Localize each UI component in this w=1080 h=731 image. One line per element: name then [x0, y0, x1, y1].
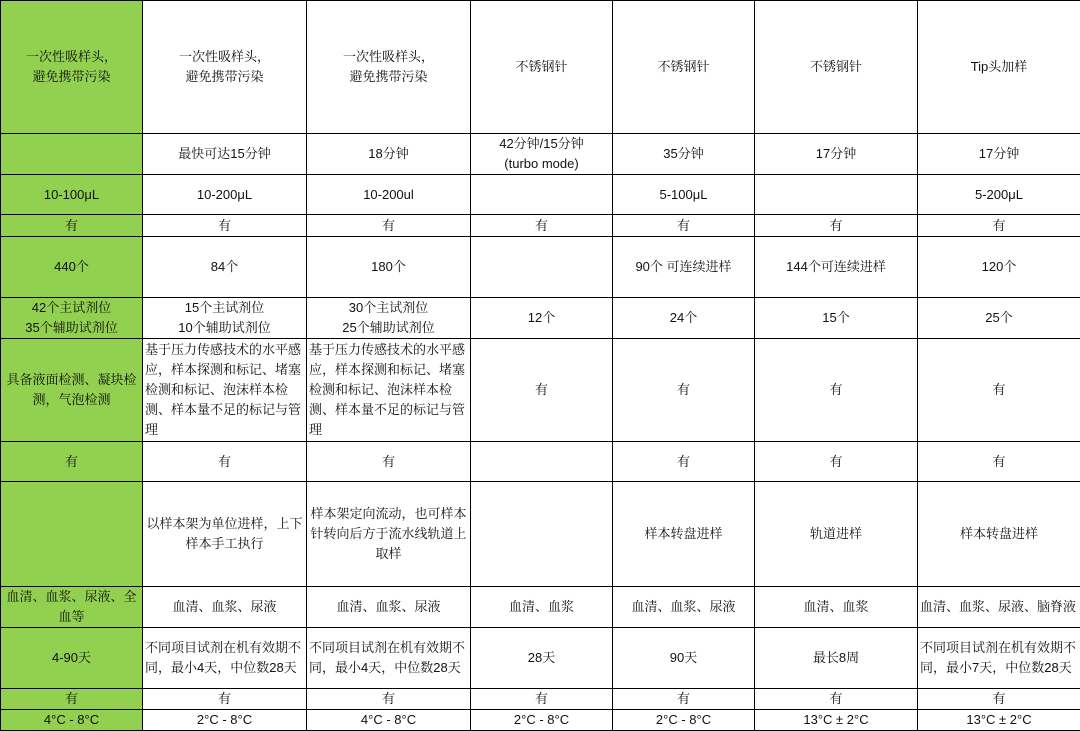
- table-cell: 有: [1, 215, 143, 237]
- table-cell: 血清、血浆: [471, 587, 613, 628]
- table-cell: 有: [755, 339, 918, 442]
- table-row: [1, 689, 1080, 710]
- table-cell: 基于压力传感技术的水平感应，样本探测和标记、堵塞检测和标记、泡沫样本检测、样本量不足的标记与管理: [143, 339, 307, 442]
- table-cell: 2°C - 8°C: [471, 710, 613, 731]
- table-cell: 42个主试剂位 35个辅助试剂位: [1, 298, 143, 339]
- table-cell: 以样本架为单位进样，上下样本手工执行: [143, 482, 307, 587]
- table-cell: 有: [755, 215, 918, 237]
- table-cell: 有: [613, 339, 755, 442]
- table-cell: 有: [755, 689, 918, 710]
- table-cell: 2°C - 8°C: [613, 710, 755, 731]
- table-cell: [471, 482, 613, 587]
- table-cell: 具备液面检测、凝块检测，气泡检测: [1, 339, 143, 442]
- table-cell: 28天: [471, 628, 613, 689]
- table-cell: 血清、血浆、尿液、全血等: [1, 587, 143, 628]
- table-cell: 有: [613, 442, 755, 482]
- table-cell: 有: [471, 689, 613, 710]
- table-cell: 17分钟: [918, 134, 1080, 175]
- table-cell: 15个: [755, 298, 918, 339]
- table-cell: 30个主试剂位 25个辅助试剂位: [307, 298, 471, 339]
- table-cell: 不锈钢针: [471, 1, 613, 134]
- table-cell: [471, 442, 613, 482]
- table-cell: 有: [471, 339, 613, 442]
- table-cell: 13°C ± 2°C: [755, 710, 918, 731]
- table-cell: 一次性吸样头， 避免携带污染: [143, 1, 307, 134]
- table-cell: 4°C - 8°C: [1, 710, 143, 731]
- table-cell: 不同项目试剂在机有效期不同，最小4天，中位数28天: [143, 628, 307, 689]
- table-row: [1, 482, 1080, 587]
- table-cell: 25个: [918, 298, 1080, 339]
- table-row: [1, 298, 1080, 339]
- table-cell: 42分钟/15分钟 (turbo mode): [471, 134, 613, 175]
- table-cell: 不同项目试剂在机有效期不同，最小4天，中位数28天: [307, 628, 471, 689]
- table-cell: 15个主试剂位 10个辅助试剂位: [143, 298, 307, 339]
- table-cell: 有: [918, 689, 1080, 710]
- table-row: [1, 237, 1080, 298]
- table-row: [1, 442, 1080, 482]
- table-cell: 有: [918, 442, 1080, 482]
- table-cell: 有: [143, 215, 307, 237]
- table-cell: 90个 可连续进样: [613, 237, 755, 298]
- table-cell: 血清、血浆、尿液、脑脊液: [918, 587, 1080, 628]
- table-cell: 4-90天: [1, 628, 143, 689]
- table-cell: 5-100μL: [613, 175, 755, 215]
- table-cell: 样本转盘进样: [613, 482, 755, 587]
- table-cell: 有: [1, 442, 143, 482]
- table-row: [1, 628, 1080, 689]
- table-cell: 有: [755, 442, 918, 482]
- table-cell: 有: [307, 442, 471, 482]
- table-cell: 440个: [1, 237, 143, 298]
- table-row: [1, 215, 1080, 237]
- table-cell: 轨道进样: [755, 482, 918, 587]
- table-cell: 10-200μL: [143, 175, 307, 215]
- table-cell: 有: [143, 689, 307, 710]
- table-row: [1, 339, 1080, 442]
- table-row: [1, 1, 1080, 134]
- table-cell: 血清、血浆、尿液: [613, 587, 755, 628]
- table-cell: 血清、血浆、尿液: [143, 587, 307, 628]
- table-cell: 有: [1, 689, 143, 710]
- table-cell: [755, 175, 918, 215]
- table-cell: 10-100μL: [1, 175, 143, 215]
- table-cell: [1, 482, 143, 587]
- table-cell: 有: [613, 215, 755, 237]
- table-cell: 一次性吸样头， 避免携带污染: [1, 1, 143, 134]
- table-cell: 84个: [143, 237, 307, 298]
- table-cell: 血清、血浆: [755, 587, 918, 628]
- table-cell: Tip头加样: [918, 1, 1080, 134]
- table-cell: 不同项目试剂在机有效期不同，最小7天，中位数28天: [918, 628, 1080, 689]
- table-cell: 120个: [918, 237, 1080, 298]
- table-cell: 5-200μL: [918, 175, 1080, 215]
- table-cell: 样本转盘进样: [918, 482, 1080, 587]
- table-cell: 有: [143, 442, 307, 482]
- table-cell: 最长8周: [755, 628, 918, 689]
- table-cell: 90天: [613, 628, 755, 689]
- table-cell: 144个可连续进样: [755, 237, 918, 298]
- table-cell: [471, 175, 613, 215]
- table-cell: 血清、血浆、尿液: [307, 587, 471, 628]
- table-cell: 有: [613, 689, 755, 710]
- table-cell: 有: [918, 215, 1080, 237]
- table-cell: 17分钟: [755, 134, 918, 175]
- table-cell: 有: [918, 339, 1080, 442]
- table-cell: 4°C - 8°C: [307, 710, 471, 731]
- table-cell: 12个: [471, 298, 613, 339]
- table-row: [1, 710, 1080, 731]
- table-cell: 有: [471, 215, 613, 237]
- table-cell: 最快可达15分钟: [143, 134, 307, 175]
- table-cell: 有: [307, 215, 471, 237]
- table-cell: 180个: [307, 237, 471, 298]
- table-cell: 不锈钢针: [613, 1, 755, 134]
- table-cell: 35分钟: [613, 134, 755, 175]
- table-cell: 一次性吸样头， 避免携带污染: [307, 1, 471, 134]
- table-row: [1, 134, 1080, 175]
- table-row: [1, 587, 1080, 628]
- table-cell: 18分钟: [307, 134, 471, 175]
- table-cell: 样本架定向流动，也可样本针转向后方于流水线轨道上取样: [307, 482, 471, 587]
- table-cell: 基于压力传感技术的水平感应，样本探测和标记、堵塞检测和标记、泡沫样本检测、样本量不足的标记与管理: [307, 339, 471, 442]
- table-cell: 24个: [613, 298, 755, 339]
- table-cell: [471, 237, 613, 298]
- table-cell: 10-200ul: [307, 175, 471, 215]
- table-cell: 13°C ± 2°C: [918, 710, 1080, 731]
- table-cell: 2°C - 8°C: [143, 710, 307, 731]
- table-cell: 不锈钢针: [755, 1, 918, 134]
- table-cell: 有: [307, 689, 471, 710]
- table-row: [1, 175, 1080, 215]
- table-cell: [1, 134, 143, 175]
